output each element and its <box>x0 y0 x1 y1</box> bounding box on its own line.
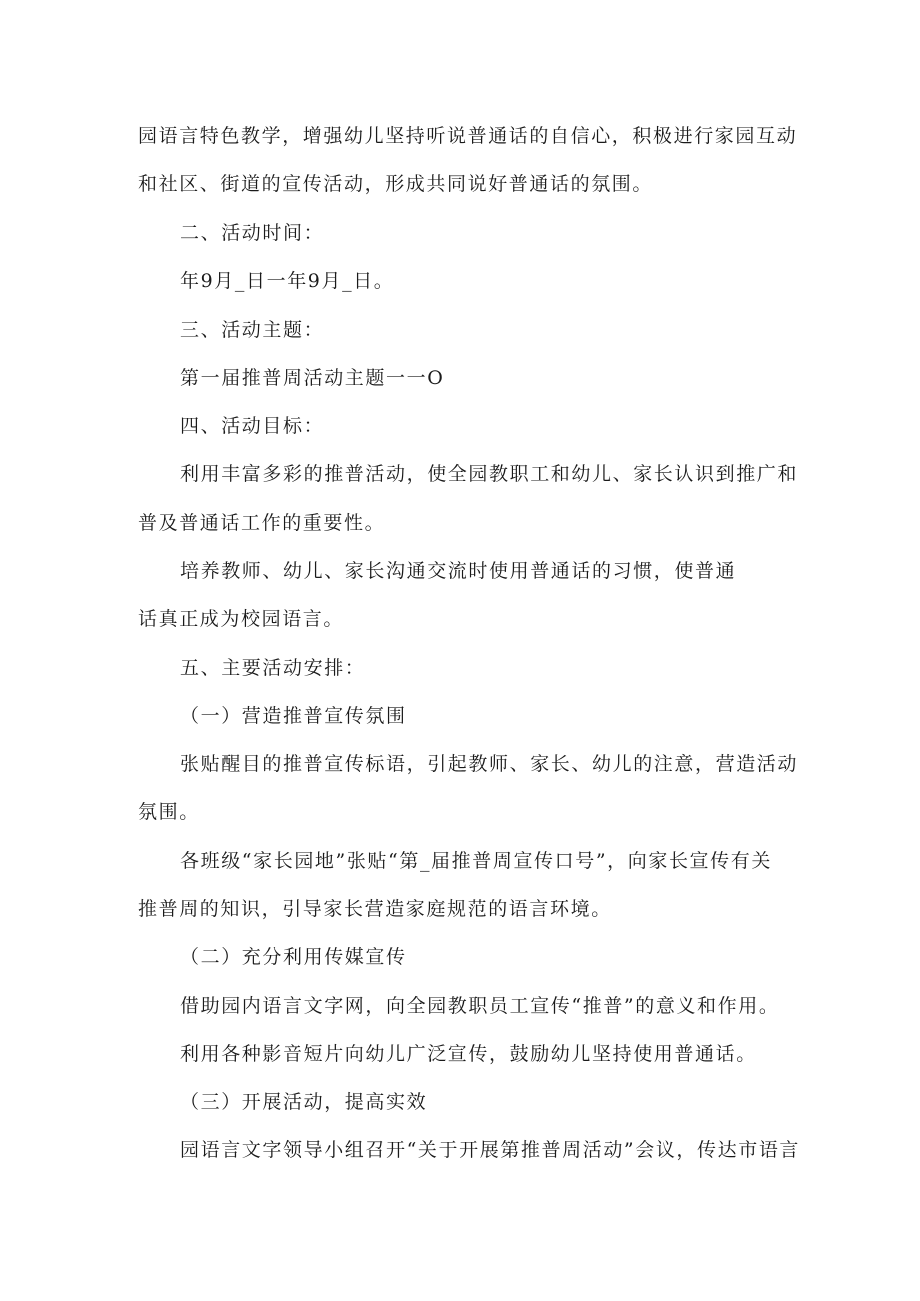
subsection-heading-3: （三）开展活动，提高实效 <box>180 1091 428 1113</box>
paragraph-line: 话真正成为校园语言。 <box>138 608 345 630</box>
subsection-heading-1: （一）营造推普宣传氛围 <box>180 705 407 727</box>
paragraph-line: 推普周的知识，引导家长营造家庭规范的语言环境。 <box>138 898 612 920</box>
paragraph-line: 借助园内语言文字网，向全园教职员工宣传“推普”的意义和作用。 <box>180 995 780 1017</box>
paragraph-line: 张贴醒目的推普宣传标语，引起教师、家长、幼儿的注意，营造活动 <box>180 753 799 775</box>
section-heading-goals: 四、活动目标： <box>180 415 325 437</box>
paragraph-line: 普及普通话工作的重要性。 <box>138 512 386 534</box>
subsection-heading-2: （二）充分利用传媒宣传 <box>180 946 407 968</box>
paragraph-line: 和社区、街道的宣传活动，形成共同说好普通话的氛围。 <box>138 173 654 195</box>
paragraph-line: 利用各种影音短片向幼儿广泛宣传，鼓励幼儿坚持使用普通话。 <box>180 1043 757 1065</box>
paragraph-line: 园语言文字领导小组召开“关于开展第推普周活动”会议，传达市语言 <box>180 1139 801 1161</box>
paragraph-line: 利用丰富多彩的推普活动，使全园教职工和幼儿、家长认识到推广和 <box>180 463 799 485</box>
paragraph-line: 各班级“家长园地”张贴“第_届推普周宣传口号”，向家长宣传有关 <box>180 850 772 872</box>
section-heading-time: 二、活动时间： <box>180 222 325 244</box>
section-heading-theme: 三、活动主题： <box>180 319 325 341</box>
paragraph-line: 园语言特色教学，增强幼儿坚持听说普通话的自信心，积极进行家园互动 <box>138 125 798 147</box>
paragraph-line: 氛围。 <box>138 801 200 823</box>
paragraph-line: 培养教师、幼儿、家长沟通交流时使用普通话的习惯，使普通 <box>180 560 737 582</box>
paragraph-line: 第一届推普周活动主题一一O <box>180 367 445 389</box>
section-heading-arrangements: 五、主要活动安排： <box>180 657 366 679</box>
paragraph-line: 年9月_日一年9月_日。 <box>180 270 395 292</box>
